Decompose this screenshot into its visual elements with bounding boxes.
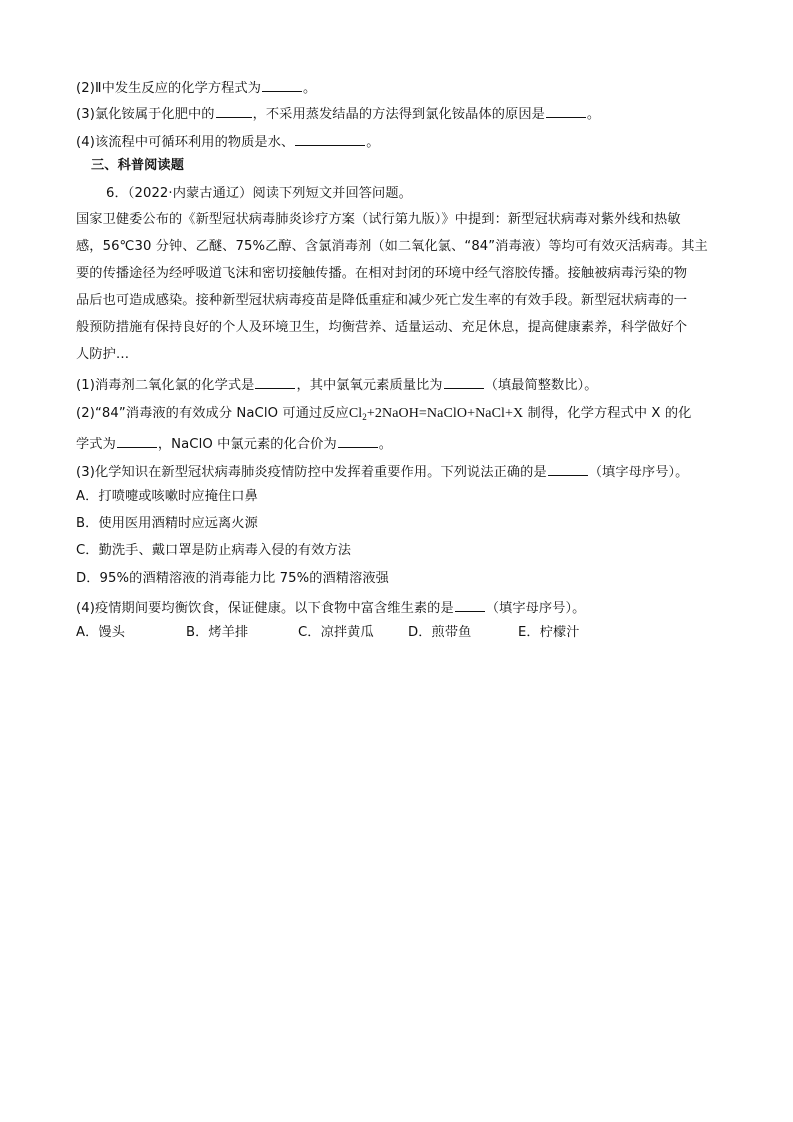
question-4-end: 。 bbox=[366, 135, 380, 150]
answer-blank[interactable] bbox=[548, 461, 588, 476]
question-2-line bbox=[76, 77, 316, 98]
sub-question-1 bbox=[76, 374, 598, 395]
chemical-equation bbox=[349, 406, 523, 421]
answer-blank[interactable] bbox=[117, 433, 157, 448]
food-option-b: B．烤羊排 bbox=[186, 625, 249, 640]
sub-question-4 bbox=[76, 597, 585, 618]
sub-question-4-text: (4)疫情期间要均衡饮食，保证健康。以下食物中富含维生素的是 bbox=[76, 601, 454, 616]
equation-part: Cl bbox=[348, 406, 363, 421]
food-options bbox=[76, 624, 580, 642]
sub-question-2-text: (2)“84”消毒液的有效成分 NaClO 可通过反应 bbox=[76, 406, 349, 421]
sub-question-3-text: (3)化学知识在新型冠状病毒肺炎疫情防控中发挥着重要作用。下列说法正确的是 bbox=[76, 465, 547, 480]
equation-subscript: 2 bbox=[362, 412, 367, 422]
sub-question-4-end: （填字母序号）。 bbox=[485, 601, 586, 616]
passage-line: 人防护… bbox=[76, 347, 130, 362]
answer-blank[interactable] bbox=[295, 131, 365, 146]
sub-question-1-text: (1)消毒剂二氧化氯的化学式是 bbox=[76, 378, 255, 393]
sub-question-2-line-2 bbox=[76, 433, 392, 454]
answer-blank[interactable] bbox=[255, 374, 295, 389]
sub-question-2-end: 。 bbox=[378, 437, 393, 452]
equation-part: +2NaOH=NaClO+NaCl+X bbox=[366, 406, 524, 421]
sub-question-3 bbox=[76, 461, 688, 482]
option-c: C．勤洗手、戴口罩是防止病毒入侵的有效方法 bbox=[76, 543, 352, 558]
sub-question-2-text-2: 学式为 bbox=[76, 437, 116, 452]
sub-question-2-text-3: ，NaClO 中氯元素的化合价为 bbox=[157, 437, 337, 452]
sub-question-1-end: （填最简整数比）。 bbox=[484, 378, 598, 393]
sub-question-1-mid: ，其中氯氧元素质量比为 bbox=[296, 378, 443, 393]
answer-blank[interactable] bbox=[455, 597, 485, 612]
question-3-mid: ，不采用蒸发结晶的方法得到氯化铵晶体的原因是 bbox=[252, 107, 545, 122]
passage-line: 感，56℃30 分钟、乙醚、75%乙醇、含氯消毒剂（如二氧化氯、“84”消毒液）等均可有效灭活病毒。其主 bbox=[76, 239, 708, 254]
option-a: A．打喷嚏或咳嗽时应掩住口鼻 bbox=[76, 489, 258, 504]
question-4-text: (4)该流程中可循环利用的物质是水、 bbox=[76, 135, 295, 150]
question-3-end: 。 bbox=[586, 107, 601, 122]
answer-blank[interactable] bbox=[262, 77, 302, 92]
answer-blank[interactable] bbox=[338, 433, 378, 448]
answer-blank[interactable] bbox=[216, 103, 252, 118]
question-3-text: (3)氯化铵属于化肥中的 bbox=[76, 107, 215, 122]
section-title: 三、科普阅读题 bbox=[91, 158, 185, 173]
question-3-line bbox=[76, 103, 600, 124]
food-option-a: A．馒头 bbox=[76, 625, 125, 640]
passage-line: 品后也可造成感染。接种新型冠状病毒疫苗是降低重症和减少死亡发生率的有效手段。新型冠状病毒的一 bbox=[76, 293, 688, 308]
food-option-c: C．凉拌黄瓜 bbox=[298, 625, 374, 640]
passage-line: 般预防措施有保持良好的个人及环境卫生，均衡营养、适量运动、充足休息，提高健康素养，科学做好个 bbox=[76, 320, 688, 335]
question-6-intro: 6．（2022·内蒙古通辽）阅读下列短文并回答问题。 bbox=[106, 186, 412, 201]
option-d: D．95%的酒精溶液的消毒能力比 75%的酒精溶液强 bbox=[76, 571, 389, 586]
passage-line: 国家卫健委公布的《新型冠状病毒肺炎诊疗方案（试行第九版）》中提到：新型冠状病毒对紫外线和热敏 bbox=[76, 212, 681, 227]
food-option-d: D．煎带鱼 bbox=[408, 625, 472, 640]
sub-question-2-line-1 bbox=[76, 405, 691, 426]
sub-question-3-end: （填字母序号）。 bbox=[588, 465, 689, 480]
question-4-line bbox=[76, 131, 380, 152]
food-option-e: E．柠檬汁 bbox=[518, 625, 580, 640]
question-2-end: 。 bbox=[303, 81, 317, 96]
answer-blank[interactable] bbox=[546, 103, 586, 118]
sub-question-2-tail: 制得，化学方程式中 X 的化 bbox=[523, 406, 692, 421]
question-2-text: (2)Ⅱ中发生反应的化学方程式为 bbox=[76, 81, 262, 96]
passage-line: 要的传播途径为经呼吸道飞沫和密切接触传播。在相对封闭的环境中经气溶胶传播。接触被病毒污染的物 bbox=[76, 266, 688, 281]
option-b: B．使用医用酒精时应远离火源 bbox=[76, 516, 258, 531]
answer-blank[interactable] bbox=[444, 374, 484, 389]
